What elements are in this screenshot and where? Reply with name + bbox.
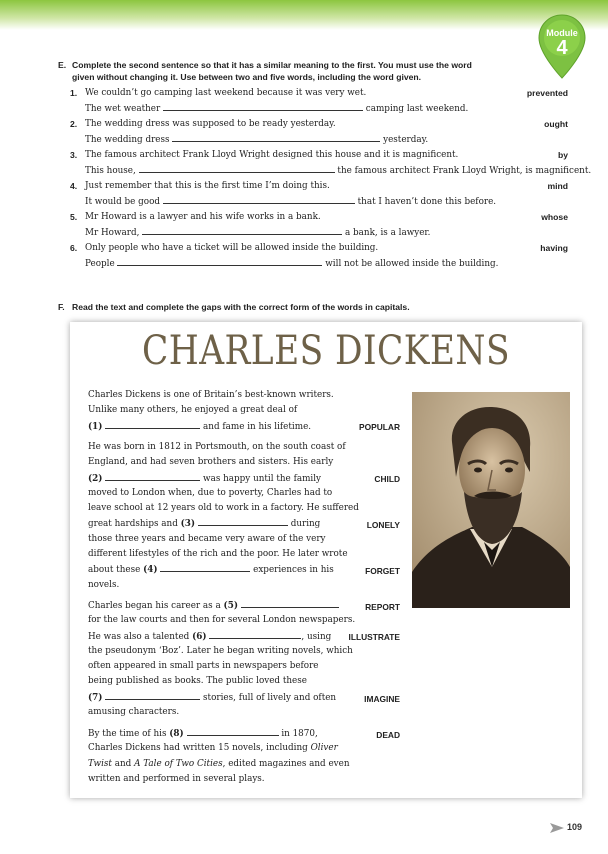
item-sentence: Mr Howard is a lawyer and his wife works in a bank.: [85, 212, 321, 222]
item-suffix: that I haven’t done this before.: [357, 197, 497, 207]
item-number: 5.: [70, 212, 78, 222]
gap-blank[interactable]: [209, 629, 301, 639]
item-rewrite: [85, 225, 430, 238]
item-keyword: ought: [544, 119, 568, 129]
paragraph-3: [88, 598, 356, 720]
article-title: CHARLES DICKENS: [142, 328, 510, 374]
gap-blank[interactable]: [160, 562, 250, 572]
item-suffix: the famous architect Frank Lloyd Wright, is magnificent.: [337, 166, 592, 176]
text-line: [88, 741, 338, 756]
gap-number: (2): [88, 473, 103, 484]
text-line: [88, 516, 338, 531]
text-line: [88, 629, 338, 644]
reading-text-card: [70, 322, 582, 798]
text-line: [88, 726, 338, 741]
text-fragment: Charles Dickens had written 15 novels, including: [88, 743, 308, 754]
capital-word: ILLUSTRATE: [348, 632, 400, 642]
gap-number: (7): [88, 692, 103, 703]
text-line: the pseudonym ‘Boz’. Later he began writing novels, which: [88, 645, 353, 656]
module-label: Module: [546, 28, 578, 38]
text-fragment: experiences in his: [253, 565, 334, 576]
text-line: [88, 471, 338, 486]
capital-word: FORGET: [365, 566, 400, 576]
item-number: 6.: [70, 243, 78, 253]
section-e-instruction-line2: given without changing it. Use between two and five words, including the word given.: [72, 71, 422, 82]
exercise-item-1: [70, 88, 568, 118]
paragraph-4: [88, 726, 350, 787]
page-number: 109: [567, 822, 583, 832]
text-line: [88, 562, 338, 577]
module-number: 4: [556, 37, 568, 59]
item-rewrite: [85, 256, 498, 269]
charles-dickens-portrait: [412, 392, 570, 608]
text-line: for the law courts and then for several London newspapers.: [88, 615, 356, 626]
answer-blank[interactable]: [163, 194, 355, 204]
item-number: 1.: [70, 88, 78, 98]
text-fragment: , using: [301, 631, 332, 642]
item-rewrite: [85, 194, 496, 207]
item-sentence: Only people who have a ticket will be allowed inside the building.: [85, 243, 379, 253]
answer-blank[interactable]: [163, 101, 363, 111]
text-line: England, and had seven brothers and sisters. His early: [88, 457, 334, 468]
item-sentence: The famous architect Frank Lloyd Wright designed this house and it is magnificent.: [85, 150, 459, 160]
text-fragment: was happy until the family: [203, 473, 322, 484]
gap-blank[interactable]: [187, 726, 279, 736]
answer-blank[interactable]: [142, 225, 342, 235]
gap-blank[interactable]: [198, 516, 288, 526]
exercise-item-6: [70, 243, 568, 273]
gap-number: (3): [180, 519, 196, 530]
text-line: those three years and became very aware of the very: [88, 533, 326, 544]
item-number: 3.: [70, 150, 78, 160]
section-e-letter: E.: [58, 60, 67, 70]
item-sentence: We couldn’t go camping last weekend because it was very wet.: [85, 88, 367, 98]
gap-blank[interactable]: [241, 598, 339, 608]
item-number: 4.: [70, 181, 78, 191]
item-prefix: Mr Howard,: [85, 228, 140, 238]
text-fragment: He was also a talented: [88, 631, 190, 642]
text-line: novels.: [88, 579, 120, 590]
text-line: [88, 690, 338, 705]
item-prefix: People: [85, 259, 115, 269]
text-line: Charles Dickens is one of Britain’s best-known writers.: [88, 390, 334, 400]
text-line: He was born in 1812 in Portsmouth, on the south coast of: [88, 442, 346, 452]
gap-number: (8): [169, 729, 184, 739]
exercise-item-5: [70, 212, 568, 242]
item-prefix: It would be good: [85, 197, 161, 207]
item-keyword: by: [557, 150, 568, 160]
gap-blank[interactable]: [105, 690, 200, 700]
text-line: [88, 757, 350, 772]
text-fragment: , edited magazines and even: [222, 758, 350, 769]
module-badge: [538, 14, 586, 80]
book-title: Oliver: [310, 743, 338, 754]
item-keyword: prevented: [526, 88, 568, 98]
item-prefix: This house,: [85, 166, 136, 176]
item-rewrite: [85, 163, 591, 176]
text-line: amusing characters.: [88, 707, 180, 718]
capital-word: IMAGINE: [364, 694, 400, 704]
text-fragment: and fame in his lifetime.: [203, 421, 312, 432]
text-fragment: Charles began his career as a: [88, 601, 221, 611]
item-rewrite: [85, 101, 468, 114]
capital-word: LONELY: [366, 520, 400, 530]
gap-number: (1): [88, 421, 103, 432]
text-fragment: in 1870,: [281, 729, 318, 739]
section-e-instruction-line1: Complete the second sentence so that it has a similar meaning to the first. You must use the word: [72, 60, 472, 70]
item-number: 2.: [70, 119, 78, 129]
capital-word: CHILD: [374, 474, 400, 484]
text-line: different lifestyles of the rich and the poor. He later wrote: [88, 549, 348, 560]
section-f-instruction-text: Read the text and complete the gaps with the correct form of the words in capitals.: [72, 302, 410, 312]
text-line: often appeared in small parts in newspapers before: [88, 661, 319, 672]
gap-blank[interactable]: [105, 419, 200, 429]
gap-number: (4): [143, 565, 158, 576]
gap-number: (6): [192, 631, 207, 642]
capital-word: REPORT: [365, 602, 400, 612]
text-fragment: and: [114, 758, 132, 769]
item-suffix: will not be allowed inside the building.: [325, 259, 499, 269]
text-line: leave school at 12 years old to work in a factory. He suffered: [88, 503, 359, 514]
item-keyword: having: [540, 243, 568, 253]
gap-blank[interactable]: [105, 471, 200, 481]
exercise-item-4: [70, 181, 568, 211]
exercise-item-2: [70, 119, 568, 149]
text-line: written and performed in several plays.: [88, 773, 265, 784]
item-rewrite: [85, 132, 428, 145]
paragraph-1: [88, 388, 338, 434]
item-suffix: yesterday.: [383, 135, 429, 145]
book-title: A Tale of Two Cities: [134, 758, 223, 769]
gap-number: (5): [223, 601, 238, 611]
item-sentence: The wedding dress was supposed to be ready yesterday.: [85, 119, 336, 129]
answer-blank[interactable]: [139, 163, 335, 173]
text-fragment: great hardships and: [88, 519, 178, 530]
text-line: Unlike many others, he enjoyed a great deal of: [88, 405, 298, 416]
section-f-letter: F.: [58, 302, 65, 312]
item-prefix: The wet weather: [85, 104, 161, 114]
item-suffix: a bank, is a lawyer.: [344, 228, 431, 238]
text-line: being published as books. The public loved these: [88, 676, 307, 687]
capital-word: POPULAR: [359, 422, 400, 432]
item-sentence: Just remember that this is the first time I’m doing this.: [85, 181, 330, 191]
text-fragment: about these: [88, 565, 141, 576]
text-line: [88, 419, 338, 434]
answer-blank[interactable]: [117, 256, 322, 266]
answer-blank[interactable]: [172, 132, 380, 142]
page-arrow-icon: [550, 823, 564, 833]
exercise-item-3: [70, 150, 592, 180]
item-suffix: camping last weekend.: [365, 104, 469, 114]
top-green-band: [0, 0, 608, 30]
item-prefix: The wedding dress: [85, 135, 170, 145]
text-fragment: By the time of his: [88, 729, 167, 739]
item-keyword: whose: [541, 212, 568, 222]
text-line: moved to London when, due to poverty, Charles had to: [88, 487, 333, 498]
text-fragment: during: [290, 519, 321, 530]
paragraph-2: [88, 440, 359, 593]
item-keyword: mind: [547, 181, 568, 191]
book-title: Twist: [88, 758, 112, 769]
capital-word: DEAD: [376, 730, 400, 740]
text-fragment: stories, full of lively and often: [203, 692, 337, 703]
text-line: [88, 598, 338, 613]
